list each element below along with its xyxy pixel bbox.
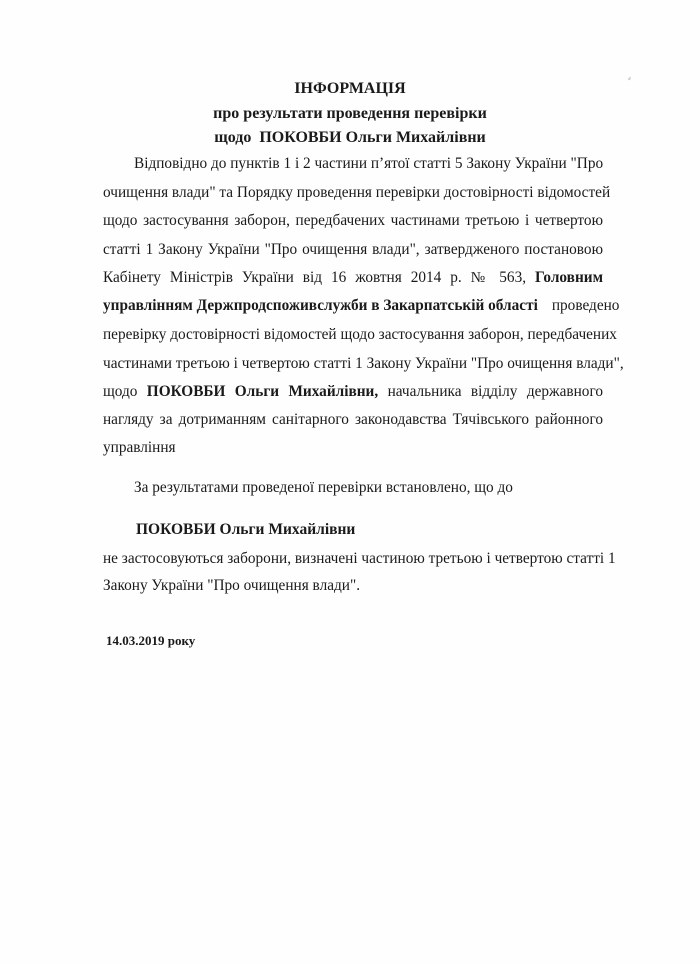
subject-name: ПОКОВБИ Ольги Михайлівни: [259, 129, 486, 146]
document-date: 14.03.2019 року: [106, 633, 196, 648]
document-subject: [0, 129, 700, 147]
document-title: ІНФОРМАЦІЯ: [294, 80, 406, 97]
paragraph1-line7: перевірку достовірності відомостей щодо застосування заборон, передбачених: [103, 326, 617, 343]
conclusion-line2: Закону України "Про очищення влади".: [103, 577, 361, 594]
paragraph1-line6-bold: управлінням Держпродспоживслужби в Закарпатській області: [103, 297, 538, 314]
paragraph1-line4: статті 1 Закону України "Про очищення влади", затвердженого постановою: [103, 241, 603, 258]
paragraph1-line11: управління: [103, 439, 176, 456]
paragraph1-line8: частинами третьою і четвертою статті 1 Закону України "Про очищення влади",: [103, 355, 624, 372]
paragraph1-line6: [103, 297, 620, 315]
document-subtitle: про результати проведення перевірки: [213, 105, 487, 122]
paragraph1-line9: [103, 383, 603, 401]
paragraph1-line5: [103, 269, 603, 287]
subject-prefix: щодо: [214, 129, 252, 146]
paragraph1-line9-suffix: начальника відділу державного: [387, 383, 603, 400]
paragraph1-line2: очищення влади" та Порядку проведення перевірки достовірності відомостей: [103, 184, 611, 201]
person-name: ПОКОВБИ Ольги Михайлівни: [136, 521, 356, 538]
paragraph1-line1: Відповідно до пунктів 1 і 2 частини п’ятої статті 5 Закону України "Про: [134, 155, 604, 172]
paragraph2: За результатами проведеної перевірки встановлено, що до: [134, 479, 513, 496]
paragraph1-line3: щодо застосування заборон, передбачених частинами третьою і четвертою: [103, 212, 603, 229]
paragraph1-line5-text: Кабінету Міністрів України від 16 жовтня 2014 р. № 563,: [103, 269, 527, 286]
paragraph1-line5-bold: Головним: [535, 269, 603, 286]
paragraph1-line9-bold: ПОКОВБИ Ольги Михайлівни,: [146, 383, 379, 400]
paragraph1-line6-text: проведено: [551, 297, 620, 314]
paragraph1-line9-prefix: щодо: [103, 383, 138, 400]
scan-mark-icon: ⸗: [628, 73, 631, 83]
paragraph1-line10: нагляду за дотриманням санітарного законодавства Тячівського районного: [103, 411, 603, 428]
conclusion-line1: не застосовуються заборони, визначені частиною третьою і четвертою статті 1: [103, 550, 616, 567]
